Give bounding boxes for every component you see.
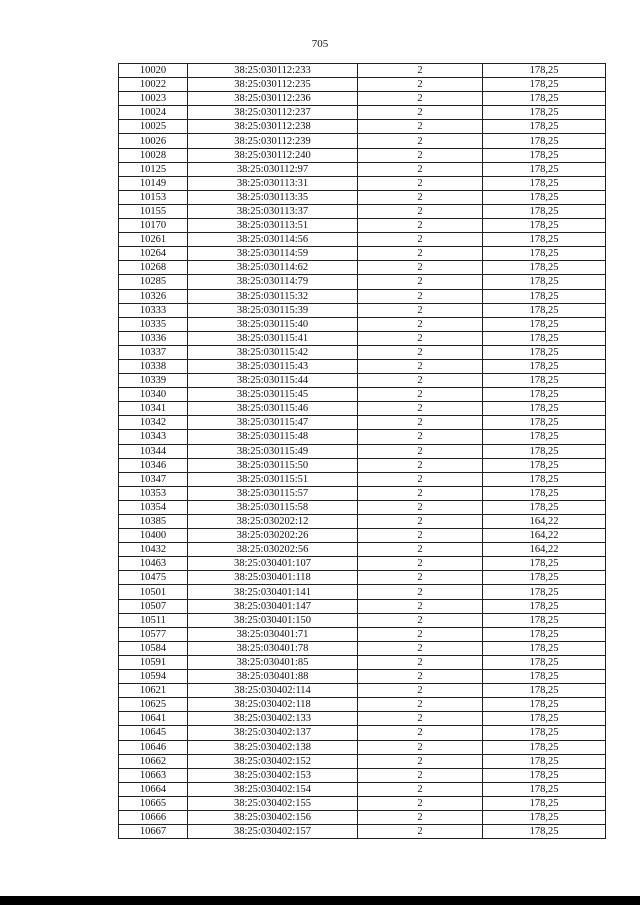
count-cell: 2 bbox=[358, 585, 483, 599]
cadastral-number-cell: 38:25:030202:26 bbox=[188, 529, 358, 543]
table-row bbox=[119, 529, 606, 543]
row-number-cell: 10149 bbox=[119, 176, 188, 190]
count-cell: 2 bbox=[358, 359, 483, 373]
table-row bbox=[119, 430, 606, 444]
data-table-container bbox=[118, 63, 606, 839]
value-cell: 178,25 bbox=[483, 782, 606, 796]
count-cell: 2 bbox=[358, 247, 483, 261]
cadastral-number-cell: 38:25:030402:153 bbox=[188, 768, 358, 782]
row-number-cell: 10337 bbox=[119, 345, 188, 359]
cadastral-number-cell: 38:25:030112:237 bbox=[188, 106, 358, 120]
count-cell: 2 bbox=[358, 317, 483, 331]
row-number-cell: 10155 bbox=[119, 204, 188, 218]
count-cell: 2 bbox=[358, 670, 483, 684]
row-number-cell: 10022 bbox=[119, 78, 188, 92]
count-cell: 2 bbox=[358, 599, 483, 613]
count-cell: 2 bbox=[358, 627, 483, 641]
table-row bbox=[119, 120, 606, 134]
cadastral-number-cell: 38:25:030401:147 bbox=[188, 599, 358, 613]
table-row bbox=[119, 204, 606, 218]
cadastral-number-cell: 38:25:030401:85 bbox=[188, 655, 358, 669]
value-cell: 178,25 bbox=[483, 374, 606, 388]
cadastral-number-cell: 38:25:030402:137 bbox=[188, 726, 358, 740]
cadastral-number-cell: 38:25:030115:32 bbox=[188, 289, 358, 303]
value-cell: 164,22 bbox=[483, 529, 606, 543]
table-row bbox=[119, 106, 606, 120]
cadastral-number-cell: 38:25:030402:118 bbox=[188, 698, 358, 712]
value-cell: 178,25 bbox=[483, 359, 606, 373]
row-number-cell: 10641 bbox=[119, 712, 188, 726]
cadastral-number-cell: 38:25:030401:107 bbox=[188, 557, 358, 571]
table-row bbox=[119, 317, 606, 331]
row-number-cell: 10646 bbox=[119, 740, 188, 754]
table-row bbox=[119, 78, 606, 92]
value-cell: 178,25 bbox=[483, 500, 606, 514]
row-number-cell: 10664 bbox=[119, 782, 188, 796]
count-cell: 2 bbox=[358, 430, 483, 444]
value-cell: 178,25 bbox=[483, 219, 606, 233]
count-cell: 2 bbox=[358, 796, 483, 810]
table-row bbox=[119, 374, 606, 388]
cadastral-number-cell: 38:25:030113:51 bbox=[188, 219, 358, 233]
row-number-cell: 10261 bbox=[119, 233, 188, 247]
table-row bbox=[119, 754, 606, 768]
value-cell: 178,25 bbox=[483, 247, 606, 261]
row-number-cell: 10338 bbox=[119, 359, 188, 373]
cadastral-number-cell: 38:25:030401:88 bbox=[188, 670, 358, 684]
cadastral-number-cell: 38:25:030402:114 bbox=[188, 684, 358, 698]
value-cell: 178,25 bbox=[483, 190, 606, 204]
count-cell: 2 bbox=[358, 345, 483, 359]
cadastral-number-cell: 38:25:030402:156 bbox=[188, 810, 358, 824]
cadastral-number-cell: 38:25:030202:56 bbox=[188, 543, 358, 557]
table-row bbox=[119, 134, 606, 148]
data-table bbox=[118, 63, 606, 839]
table-row bbox=[119, 641, 606, 655]
count-cell: 2 bbox=[358, 374, 483, 388]
row-number-cell: 10023 bbox=[119, 92, 188, 106]
table-body bbox=[119, 64, 606, 839]
value-cell: 178,25 bbox=[483, 261, 606, 275]
value-cell: 178,25 bbox=[483, 825, 606, 839]
count-cell: 2 bbox=[358, 698, 483, 712]
count-cell: 2 bbox=[358, 303, 483, 317]
row-number-cell: 10645 bbox=[119, 726, 188, 740]
table-row bbox=[119, 64, 606, 78]
table-row bbox=[119, 289, 606, 303]
cadastral-number-cell: 38:25:030402:154 bbox=[188, 782, 358, 796]
row-number-cell: 10591 bbox=[119, 655, 188, 669]
row-number-cell: 10025 bbox=[119, 120, 188, 134]
row-number-cell: 10475 bbox=[119, 571, 188, 585]
cadastral-number-cell: 38:25:030115:47 bbox=[188, 416, 358, 430]
table-row bbox=[119, 176, 606, 190]
cadastral-number-cell: 38:25:030113:31 bbox=[188, 176, 358, 190]
value-cell: 178,25 bbox=[483, 768, 606, 782]
row-number-cell: 10667 bbox=[119, 825, 188, 839]
value-cell: 178,25 bbox=[483, 458, 606, 472]
row-number-cell: 10340 bbox=[119, 388, 188, 402]
count-cell: 2 bbox=[358, 331, 483, 345]
cadastral-number-cell: 38:25:030402:155 bbox=[188, 796, 358, 810]
cadastral-number-cell: 38:25:030115:58 bbox=[188, 500, 358, 514]
count-cell: 2 bbox=[358, 613, 483, 627]
cadastral-number-cell: 38:25:030402:152 bbox=[188, 754, 358, 768]
cadastral-number-cell: 38:25:030112:233 bbox=[188, 64, 358, 78]
count-cell: 2 bbox=[358, 444, 483, 458]
count-cell: 2 bbox=[358, 486, 483, 500]
value-cell: 178,25 bbox=[483, 670, 606, 684]
value-cell: 178,25 bbox=[483, 120, 606, 134]
table-row bbox=[119, 261, 606, 275]
table-row bbox=[119, 543, 606, 557]
cadastral-number-cell: 38:25:030402:157 bbox=[188, 825, 358, 839]
table-row bbox=[119, 219, 606, 233]
count-cell: 2 bbox=[358, 712, 483, 726]
table-row bbox=[119, 148, 606, 162]
cadastral-number-cell: 38:25:030115:40 bbox=[188, 317, 358, 331]
count-cell: 2 bbox=[358, 726, 483, 740]
count-cell: 2 bbox=[358, 768, 483, 782]
count-cell: 2 bbox=[358, 557, 483, 571]
cadastral-number-cell: 38:25:030115:46 bbox=[188, 402, 358, 416]
count-cell: 2 bbox=[358, 416, 483, 430]
value-cell: 178,25 bbox=[483, 430, 606, 444]
cadastral-number-cell: 38:25:030401:78 bbox=[188, 641, 358, 655]
value-cell: 178,25 bbox=[483, 78, 606, 92]
count-cell: 2 bbox=[358, 64, 483, 78]
count-cell: 2 bbox=[358, 641, 483, 655]
count-cell: 2 bbox=[358, 289, 483, 303]
row-number-cell: 10666 bbox=[119, 810, 188, 824]
cadastral-number-cell: 38:25:030115:50 bbox=[188, 458, 358, 472]
count-cell: 2 bbox=[358, 500, 483, 514]
count-cell: 2 bbox=[358, 529, 483, 543]
table-row bbox=[119, 486, 606, 500]
count-cell: 2 bbox=[358, 92, 483, 106]
cadastral-number-cell: 38:25:030114:56 bbox=[188, 233, 358, 247]
value-cell: 178,25 bbox=[483, 627, 606, 641]
table-row bbox=[119, 698, 606, 712]
table-row bbox=[119, 782, 606, 796]
count-cell: 2 bbox=[358, 204, 483, 218]
row-number-cell: 10125 bbox=[119, 162, 188, 176]
row-number-cell: 10346 bbox=[119, 458, 188, 472]
value-cell: 178,25 bbox=[483, 162, 606, 176]
table-row bbox=[119, 796, 606, 810]
count-cell: 2 bbox=[358, 515, 483, 529]
cadastral-number-cell: 38:25:030115:49 bbox=[188, 444, 358, 458]
value-cell: 178,25 bbox=[483, 599, 606, 613]
count-cell: 2 bbox=[358, 261, 483, 275]
cadastral-number-cell: 38:25:030401:150 bbox=[188, 613, 358, 627]
value-cell: 164,22 bbox=[483, 543, 606, 557]
cadastral-number-cell: 38:25:030115:51 bbox=[188, 472, 358, 486]
value-cell: 178,25 bbox=[483, 655, 606, 669]
row-number-cell: 10285 bbox=[119, 275, 188, 289]
row-number-cell: 10463 bbox=[119, 557, 188, 571]
count-cell: 2 bbox=[358, 684, 483, 698]
cadastral-number-cell: 38:25:030113:37 bbox=[188, 204, 358, 218]
row-number-cell: 10020 bbox=[119, 64, 188, 78]
value-cell: 178,25 bbox=[483, 444, 606, 458]
cadastral-number-cell: 38:25:030202:12 bbox=[188, 515, 358, 529]
value-cell: 178,25 bbox=[483, 740, 606, 754]
row-number-cell: 10339 bbox=[119, 374, 188, 388]
cadastral-number-cell: 38:25:030402:138 bbox=[188, 740, 358, 754]
value-cell: 178,25 bbox=[483, 684, 606, 698]
table-row bbox=[119, 515, 606, 529]
cadastral-number-cell: 38:25:030112:97 bbox=[188, 162, 358, 176]
table-row bbox=[119, 444, 606, 458]
count-cell: 2 bbox=[358, 782, 483, 796]
value-cell: 178,25 bbox=[483, 571, 606, 585]
page-number: 705 bbox=[311, 38, 329, 50]
row-number-cell: 10663 bbox=[119, 768, 188, 782]
count-cell: 2 bbox=[358, 106, 483, 120]
count-cell: 2 bbox=[358, 543, 483, 557]
value-cell: 178,25 bbox=[483, 726, 606, 740]
row-number-cell: 10341 bbox=[119, 402, 188, 416]
row-number-cell: 10170 bbox=[119, 219, 188, 233]
value-cell: 178,25 bbox=[483, 275, 606, 289]
cadastral-number-cell: 38:25:030112:235 bbox=[188, 78, 358, 92]
count-cell: 2 bbox=[358, 233, 483, 247]
row-number-cell: 10577 bbox=[119, 627, 188, 641]
table-row bbox=[119, 599, 606, 613]
table-row bbox=[119, 810, 606, 824]
value-cell: 178,25 bbox=[483, 754, 606, 768]
table-row bbox=[119, 247, 606, 261]
table-row bbox=[119, 557, 606, 571]
count-cell: 2 bbox=[358, 120, 483, 134]
table-row bbox=[119, 613, 606, 627]
table-row bbox=[119, 712, 606, 726]
row-number-cell: 10353 bbox=[119, 486, 188, 500]
count-cell: 2 bbox=[358, 134, 483, 148]
value-cell: 178,25 bbox=[483, 486, 606, 500]
value-cell: 178,25 bbox=[483, 106, 606, 120]
count-cell: 2 bbox=[358, 571, 483, 585]
row-number-cell: 10625 bbox=[119, 698, 188, 712]
table-row bbox=[119, 740, 606, 754]
cadastral-number-cell: 38:25:030402:133 bbox=[188, 712, 358, 726]
value-cell: 178,25 bbox=[483, 810, 606, 824]
count-cell: 2 bbox=[358, 190, 483, 204]
value-cell: 178,25 bbox=[483, 388, 606, 402]
row-number-cell: 10336 bbox=[119, 331, 188, 345]
cadastral-number-cell: 38:25:030114:59 bbox=[188, 247, 358, 261]
value-cell: 178,25 bbox=[483, 176, 606, 190]
table-row bbox=[119, 162, 606, 176]
row-number-cell: 10335 bbox=[119, 317, 188, 331]
cadastral-number-cell: 38:25:030115:48 bbox=[188, 430, 358, 444]
count-cell: 2 bbox=[358, 655, 483, 669]
value-cell: 178,25 bbox=[483, 585, 606, 599]
cadastral-number-cell: 38:25:030115:45 bbox=[188, 388, 358, 402]
value-cell: 178,25 bbox=[483, 289, 606, 303]
scan-edge-bar bbox=[0, 896, 640, 905]
row-number-cell: 10501 bbox=[119, 585, 188, 599]
row-number-cell: 10594 bbox=[119, 670, 188, 684]
table-row bbox=[119, 359, 606, 373]
value-cell: 178,25 bbox=[483, 557, 606, 571]
count-cell: 2 bbox=[358, 754, 483, 768]
cadastral-number-cell: 38:25:030401:118 bbox=[188, 571, 358, 585]
row-number-cell: 10343 bbox=[119, 430, 188, 444]
cadastral-number-cell: 38:25:030115:44 bbox=[188, 374, 358, 388]
value-cell: 178,25 bbox=[483, 317, 606, 331]
row-number-cell: 10432 bbox=[119, 543, 188, 557]
cadastral-number-cell: 38:25:030113:35 bbox=[188, 190, 358, 204]
table-row bbox=[119, 655, 606, 669]
cadastral-number-cell: 38:25:030401:71 bbox=[188, 627, 358, 641]
table-row bbox=[119, 627, 606, 641]
table-row bbox=[119, 670, 606, 684]
value-cell: 178,25 bbox=[483, 331, 606, 345]
cadastral-number-cell: 38:25:030115:41 bbox=[188, 331, 358, 345]
row-number-cell: 10268 bbox=[119, 261, 188, 275]
row-number-cell: 10400 bbox=[119, 529, 188, 543]
cadastral-number-cell: 38:25:030112:238 bbox=[188, 120, 358, 134]
table-row bbox=[119, 303, 606, 317]
cadastral-number-cell: 38:25:030401:141 bbox=[188, 585, 358, 599]
table-row bbox=[119, 92, 606, 106]
count-cell: 2 bbox=[358, 176, 483, 190]
row-number-cell: 10347 bbox=[119, 472, 188, 486]
value-cell: 178,25 bbox=[483, 641, 606, 655]
value-cell: 178,25 bbox=[483, 698, 606, 712]
value-cell: 178,25 bbox=[483, 204, 606, 218]
count-cell: 2 bbox=[358, 219, 483, 233]
row-number-cell: 10024 bbox=[119, 106, 188, 120]
cadastral-number-cell: 38:25:030115:39 bbox=[188, 303, 358, 317]
row-number-cell: 10621 bbox=[119, 684, 188, 698]
table-row bbox=[119, 402, 606, 416]
value-cell: 178,25 bbox=[483, 92, 606, 106]
table-row bbox=[119, 585, 606, 599]
value-cell: 178,25 bbox=[483, 613, 606, 627]
count-cell: 2 bbox=[358, 825, 483, 839]
value-cell: 178,25 bbox=[483, 345, 606, 359]
count-cell: 2 bbox=[358, 78, 483, 92]
table-row bbox=[119, 190, 606, 204]
count-cell: 2 bbox=[358, 810, 483, 824]
count-cell: 2 bbox=[358, 472, 483, 486]
row-number-cell: 10264 bbox=[119, 247, 188, 261]
row-number-cell: 10665 bbox=[119, 796, 188, 810]
value-cell: 178,25 bbox=[483, 472, 606, 486]
count-cell: 2 bbox=[358, 740, 483, 754]
table-row bbox=[119, 500, 606, 514]
count-cell: 2 bbox=[358, 458, 483, 472]
row-number-cell: 10344 bbox=[119, 444, 188, 458]
value-cell: 178,25 bbox=[483, 712, 606, 726]
table-row bbox=[119, 726, 606, 740]
table-row bbox=[119, 233, 606, 247]
value-cell: 178,25 bbox=[483, 233, 606, 247]
count-cell: 2 bbox=[358, 402, 483, 416]
cadastral-number-cell: 38:25:030115:43 bbox=[188, 359, 358, 373]
row-number-cell: 10026 bbox=[119, 134, 188, 148]
row-number-cell: 10153 bbox=[119, 190, 188, 204]
table-row bbox=[119, 416, 606, 430]
cadastral-number-cell: 38:25:030112:240 bbox=[188, 148, 358, 162]
table-row bbox=[119, 275, 606, 289]
table-row bbox=[119, 331, 606, 345]
count-cell: 2 bbox=[358, 148, 483, 162]
table-row bbox=[119, 825, 606, 839]
cadastral-number-cell: 38:25:030114:62 bbox=[188, 261, 358, 275]
cadastral-number-cell: 38:25:030112:236 bbox=[188, 92, 358, 106]
row-number-cell: 10333 bbox=[119, 303, 188, 317]
count-cell: 2 bbox=[358, 162, 483, 176]
table-row bbox=[119, 388, 606, 402]
table-row bbox=[119, 345, 606, 359]
row-number-cell: 10028 bbox=[119, 148, 188, 162]
cadastral-number-cell: 38:25:030112:239 bbox=[188, 134, 358, 148]
table-row bbox=[119, 458, 606, 472]
value-cell: 178,25 bbox=[483, 303, 606, 317]
cadastral-number-cell: 38:25:030114:79 bbox=[188, 275, 358, 289]
value-cell: 178,25 bbox=[483, 64, 606, 78]
value-cell: 178,25 bbox=[483, 796, 606, 810]
value-cell: 178,25 bbox=[483, 416, 606, 430]
value-cell: 164,22 bbox=[483, 515, 606, 529]
count-cell: 2 bbox=[358, 275, 483, 289]
table-row bbox=[119, 768, 606, 782]
count-cell: 2 bbox=[358, 388, 483, 402]
row-number-cell: 10385 bbox=[119, 515, 188, 529]
row-number-cell: 10507 bbox=[119, 599, 188, 613]
table-row bbox=[119, 571, 606, 585]
row-number-cell: 10511 bbox=[119, 613, 188, 627]
row-number-cell: 10662 bbox=[119, 754, 188, 768]
row-number-cell: 10354 bbox=[119, 500, 188, 514]
table-row bbox=[119, 684, 606, 698]
row-number-cell: 10342 bbox=[119, 416, 188, 430]
value-cell: 178,25 bbox=[483, 134, 606, 148]
row-number-cell: 10326 bbox=[119, 289, 188, 303]
table-row bbox=[119, 472, 606, 486]
value-cell: 178,25 bbox=[483, 148, 606, 162]
cadastral-number-cell: 38:25:030115:42 bbox=[188, 345, 358, 359]
value-cell: 178,25 bbox=[483, 402, 606, 416]
row-number-cell: 10584 bbox=[119, 641, 188, 655]
cadastral-number-cell: 38:25:030115:57 bbox=[188, 486, 358, 500]
